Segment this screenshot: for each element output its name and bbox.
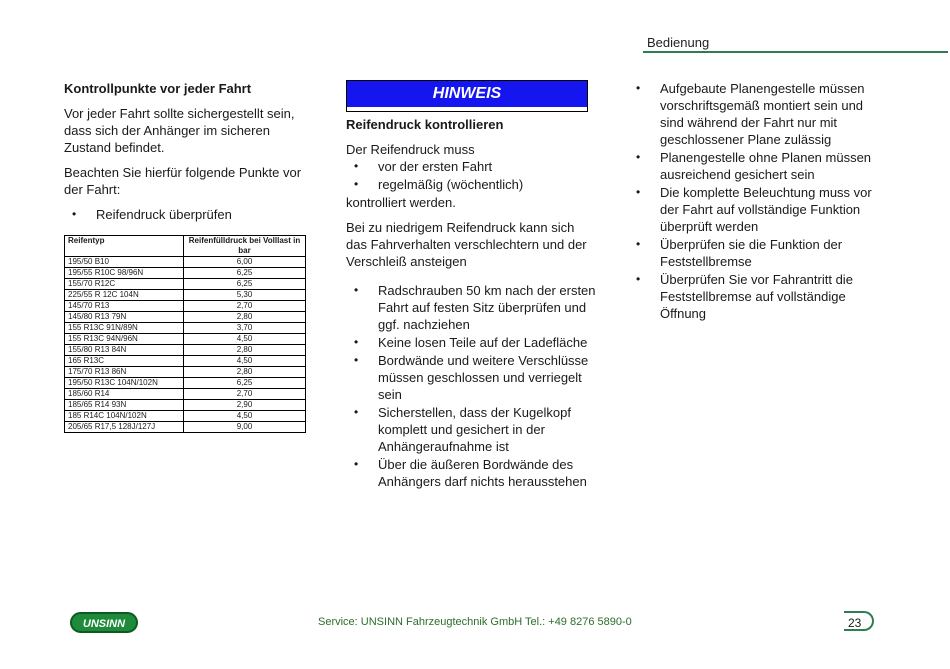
cell-pressure: 9,00 [184,422,306,433]
table-row [65,323,306,334]
heading-reifendruck: Reifendruck kontrollieren [346,117,504,132]
cell-tire-type: 205/65 R17,5 128J/127J [65,422,184,433]
cell-pressure: 2,80 [184,312,306,323]
cell-pressure: 4,50 [184,334,306,345]
list-item: • Bordwände und weitere Verschlüsse müssen geschlossen und verriegelt sein [346,352,596,403]
cell-pressure: 6,00 [184,257,306,268]
cell-pressure: 2,70 [184,389,306,400]
cell-pressure: 5,30 [184,290,306,301]
paragraph-warning: Bei zu niedrigem Reifendruck kann sich das Fahrverhalten verschlechtern und der Verschleiß ansteigen [346,220,587,269]
cell-pressure: 6,25 [184,268,306,279]
cell-tire-type: 195/50 R13C 104N/102N [65,378,184,389]
column-right [636,80,876,323]
cell-pressure: 2,90 [184,400,306,411]
cell-tire-type: 195/55 R10C 98/96N [65,268,184,279]
table-row [65,389,306,400]
bullet-list-checks [346,158,596,193]
bullet-list-checkpoints [346,282,596,490]
list-item: • Über die äußeren Bordwände des Anhängers darf nichts herausstehen [346,456,596,490]
list-item: • Planengestelle ohne Planen müssen ausreichend gesichert sein [636,149,876,183]
section-title: Bedienung [647,35,710,50]
cell-pressure: 2,80 [184,367,306,378]
paragraph-controlled: kontrolliert werden. [346,195,456,210]
column-middle [346,80,596,491]
column-header-tire-type: Reifentyp [65,236,184,257]
table-row [65,301,306,312]
cell-pressure: 2,80 [184,345,306,356]
cell-tire-type: 165 R13C [65,356,184,367]
page-number: 23 [844,611,874,631]
cell-tire-type: 185/60 R14 [65,389,184,400]
list-item: • Überprüfen sie die Funktion der Feststellbremse [636,236,876,270]
table-row [65,411,306,422]
hinweis-banner: HINWEIS [347,81,587,107]
hinweis-box [346,80,588,112]
service-contact: Service: UNSINN Fahrzeugtechnik GmbH Tel.: +49 8276 5890-0 [318,616,632,628]
cell-pressure: 4,50 [184,411,306,422]
table-row [65,400,306,411]
paragraph-points: Beachten Sie hierfür folgende Punkte vor der Fahrt: [64,165,302,197]
list-item: • vor der ersten Fahrt [346,158,596,175]
cell-tire-type: 145/70 R13 [65,301,184,312]
cell-tire-type: 185 R14C 104N/102N [65,411,184,422]
list-item: • Keine losen Teile auf der Ladefläche [346,334,596,351]
table-row [65,334,306,345]
tire-pressure-table [64,235,306,433]
bullet-list-equipment [636,80,876,322]
unsinn-logo: UNSINN [70,612,138,633]
paragraph-intro: Der Reifendruck muss [346,142,475,157]
table-header-row [65,236,306,257]
cell-tire-type: 225/55 R 12C 104N [65,290,184,301]
cell-pressure: 3,70 [184,323,306,334]
cell-pressure: 6,25 [184,279,306,290]
cell-pressure: 4,50 [184,356,306,367]
table-row [65,422,306,433]
column-header-pressure: Reifenfülldruck bei Volllast in bar [184,236,306,257]
bullet-list [64,206,309,223]
cell-tire-type: 185/65 R14 93N [65,400,184,411]
cell-tire-type: 155 R13C 91N/89N [65,323,184,334]
table-row [65,257,306,268]
list-item: • Aufgebaute Planengestelle müssen vorschriftsgemäß montiert sein und sind während der Fahrt nur mit geschlossener Plane zulässig [636,80,876,148]
table-row [65,268,306,279]
table-row [65,367,306,378]
list-item: • Sicherstellen, dass der Kugelkopf komplett und gesichert in der Anhängeraufnahme ist [346,404,596,455]
cell-tire-type: 155 R13C 94N/96N [65,334,184,345]
cell-pressure: 2,70 [184,301,306,312]
cell-tire-type: 195/50 B10 [65,257,184,268]
list-item: • Die komplette Beleuchtung muss vor der Fahrt auf vollständige Funktion überprüft werden [636,184,876,235]
cell-tire-type: 155/80 R13 84N [65,345,184,356]
table-row [65,345,306,356]
cell-tire-type: 155/70 R12C [65,279,184,290]
list-item: • regelmäßig (wöchentlich) [346,176,596,193]
cell-pressure: 6,25 [184,378,306,389]
table-row [65,312,306,323]
cell-tire-type: 175/70 R13 86N [65,367,184,378]
table-row [65,356,306,367]
table-row [65,290,306,301]
list-item: • Radschrauben 50 km nach der ersten Fahrt auf festen Sitz überprüfen und ggf. nachziehen [346,282,596,333]
list-item: • Reifendruck überprüfen [64,206,309,223]
header-divider [643,51,948,53]
heading-kontrollpunkte: Kontrollpunkte vor jeder Fahrt [64,81,252,96]
table-row [65,378,306,389]
table-row [65,279,306,290]
cell-tire-type: 145/80 R13 79N [65,312,184,323]
column-left [64,80,309,433]
paragraph-intro: Vor jeder Fahrt sollte sichergestellt sein, dass sich der Anhänger im sicheren Zustand befindet. [64,106,295,155]
list-item: • Überprüfen Sie vor Fahrantritt die Feststellbremse auf vollständige Öffnung [636,271,876,322]
